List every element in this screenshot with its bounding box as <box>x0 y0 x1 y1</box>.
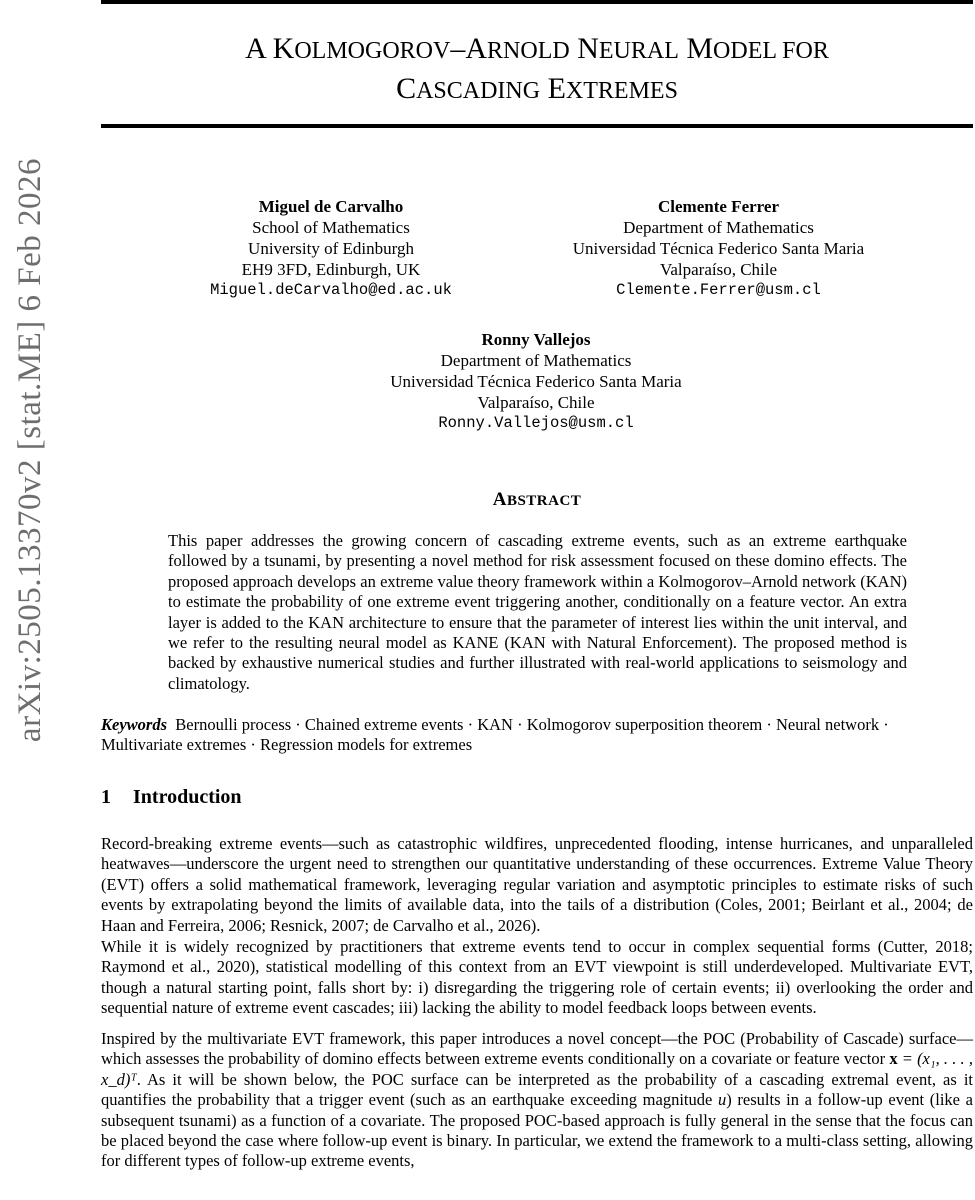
paragraph-3-part: . As it will be shown below, the POC surface can be interpreted as the probability of a cascading extremal event, as it quantifies the probability that a trigger event (such as an earthquake exceeding magnitude <box>101 1069 973 1110</box>
paragraph-2: While it is widely recognized by practitioners that extreme events tend to occur in complex sequential forms (Cutter, 2018; Raymond et al., 2020), statistical modelling of this context from an EVT viewpoint is still underdeveloped. Multivariate EVT, though a natural starting point, falls short by: i) disregarding the triggering role of certain events; ii) overlooking the order and sequential nature of extreme event cascades; iii) lacking the ability to model feedback loops between events. <box>101 937 973 1018</box>
author-name: Miguel de Carvalho <box>258 197 404 216</box>
keywords-text: Bernoulli process · Chained extreme events · KAN · Kolmogorov superposition theorem · Neural network · Multivariate extremes · Regression models for extremes <box>101 715 889 755</box>
author-3 <box>366 329 706 434</box>
paragraph-1: Record-breaking extreme events—such as catastrophic wildfires, unprecedented flooding, intense hurricanes, and unparalleled heatwaves—underscore the urgent need to strengthen our quantitative understanding of these occurrences. Extreme Value Theory (EVT) offers a solid mathematical framework, leveraging regular variation and asymptotic principles to estimate risks of such events by extrapolating beyond the limits of available data, into the tails of a distribution (Coles, 2001; Beirlant et al., 2004; de Haan and Ferreira, 2006; Resnick, 2007; de Carvalho et al., 2026). <box>101 834 973 935</box>
author-email[interactable]: Clemente.Ferrer@usm.cl <box>616 281 821 299</box>
author-email[interactable]: Miguel.deCarvalho@ed.ac.uk <box>210 281 452 299</box>
author-1 <box>181 196 481 301</box>
author-inst: Universidad Técnica Federico Santa Maria <box>390 372 682 391</box>
abstract-heading: ABSTRACT <box>492 489 582 510</box>
feature-vector-symbol: x <box>889 1049 898 1069</box>
author-inst: University of Edinburgh <box>248 239 414 258</box>
section-number: 1 <box>101 786 111 808</box>
author-addr: Valparaíso, Chile <box>659 260 778 279</box>
title-line-1: A KOLMOGOROV–ARNOLD NEURAL MODEL FOR <box>245 32 829 65</box>
author-dept: Department of Mathematics <box>623 218 814 237</box>
paragraph-3 <box>101 1029 973 1172</box>
abstract-text: This paper addresses the growing concern of cascading extreme events, such as an extreme earthquake followed by a tsunami, by presenting a novel method for risk assessment focused on these domino effects. The proposed approach develops an extreme value theory framework within a Kolmogorov–Arnold network (KAN) to estimate the probability of one extreme event triggering another, conditionally on a feature vector. An extra layer is added to the KAN architecture to ensure that the parameter of interest lies within the unit interval, and we refer to the resulting neural model as KANE (KAN with Natural Enforcement). The proposed method is backed by exhaustive numerical studies and further illustrated with real-world applications to seismology and climatology. <box>168 531 907 693</box>
keywords-label: Keywords <box>101 715 167 734</box>
paper-title <box>101 30 973 110</box>
title-line-2: CASCADING EXTREMES <box>396 72 678 105</box>
author-addr: Valparaíso, Chile <box>477 393 595 412</box>
paragraph-3-part: ) results in a follow-up event (like a subsequent tsunami) as a function of a covariate. The proposed POC-based approach is fully general in the sense that the focus can be placed beyond the case where follow-up event is binary. In particular, we extend the framework to a multi-class setting, allowing for different types of follow-up extreme events, <box>101 1090 973 1171</box>
author-email[interactable]: Ronny.Vallejos@usm.cl <box>438 414 634 432</box>
author-name: Ronny Vallejos <box>481 330 591 349</box>
keywords <box>101 715 973 756</box>
author-name: Clemente Ferrer <box>658 197 779 216</box>
arxiv-stamp: arXiv:2505.13370v2 [stat.ME] 6 Feb 2026 <box>12 157 48 743</box>
section-heading <box>101 786 242 809</box>
author-2 <box>551 196 886 301</box>
top-rule <box>101 0 973 4</box>
author-addr: EH9 3FD, Edinburgh, UK <box>241 260 421 279</box>
author-dept: Department of Mathematics <box>440 351 632 370</box>
magnitude-symbol: u <box>718 1090 727 1110</box>
paragraph-3-part: Inspired by the multivariate EVT framework, this paper introduces a novel concept—the POC (Probability of Cascade) surface—which assesses the probability of domino effects between extreme events conditionally on a covariate or feature vector <box>101 1029 973 1069</box>
author-dept: School of Mathematics <box>252 218 410 237</box>
section-title: Introduction <box>133 786 242 808</box>
author-inst: Universidad Técnica Federico Santa Maria <box>572 239 865 258</box>
title-rule <box>101 124 973 128</box>
feature-vector-equation: = (x₁, . . . , x_d)ᵀ <box>101 1049 973 1089</box>
